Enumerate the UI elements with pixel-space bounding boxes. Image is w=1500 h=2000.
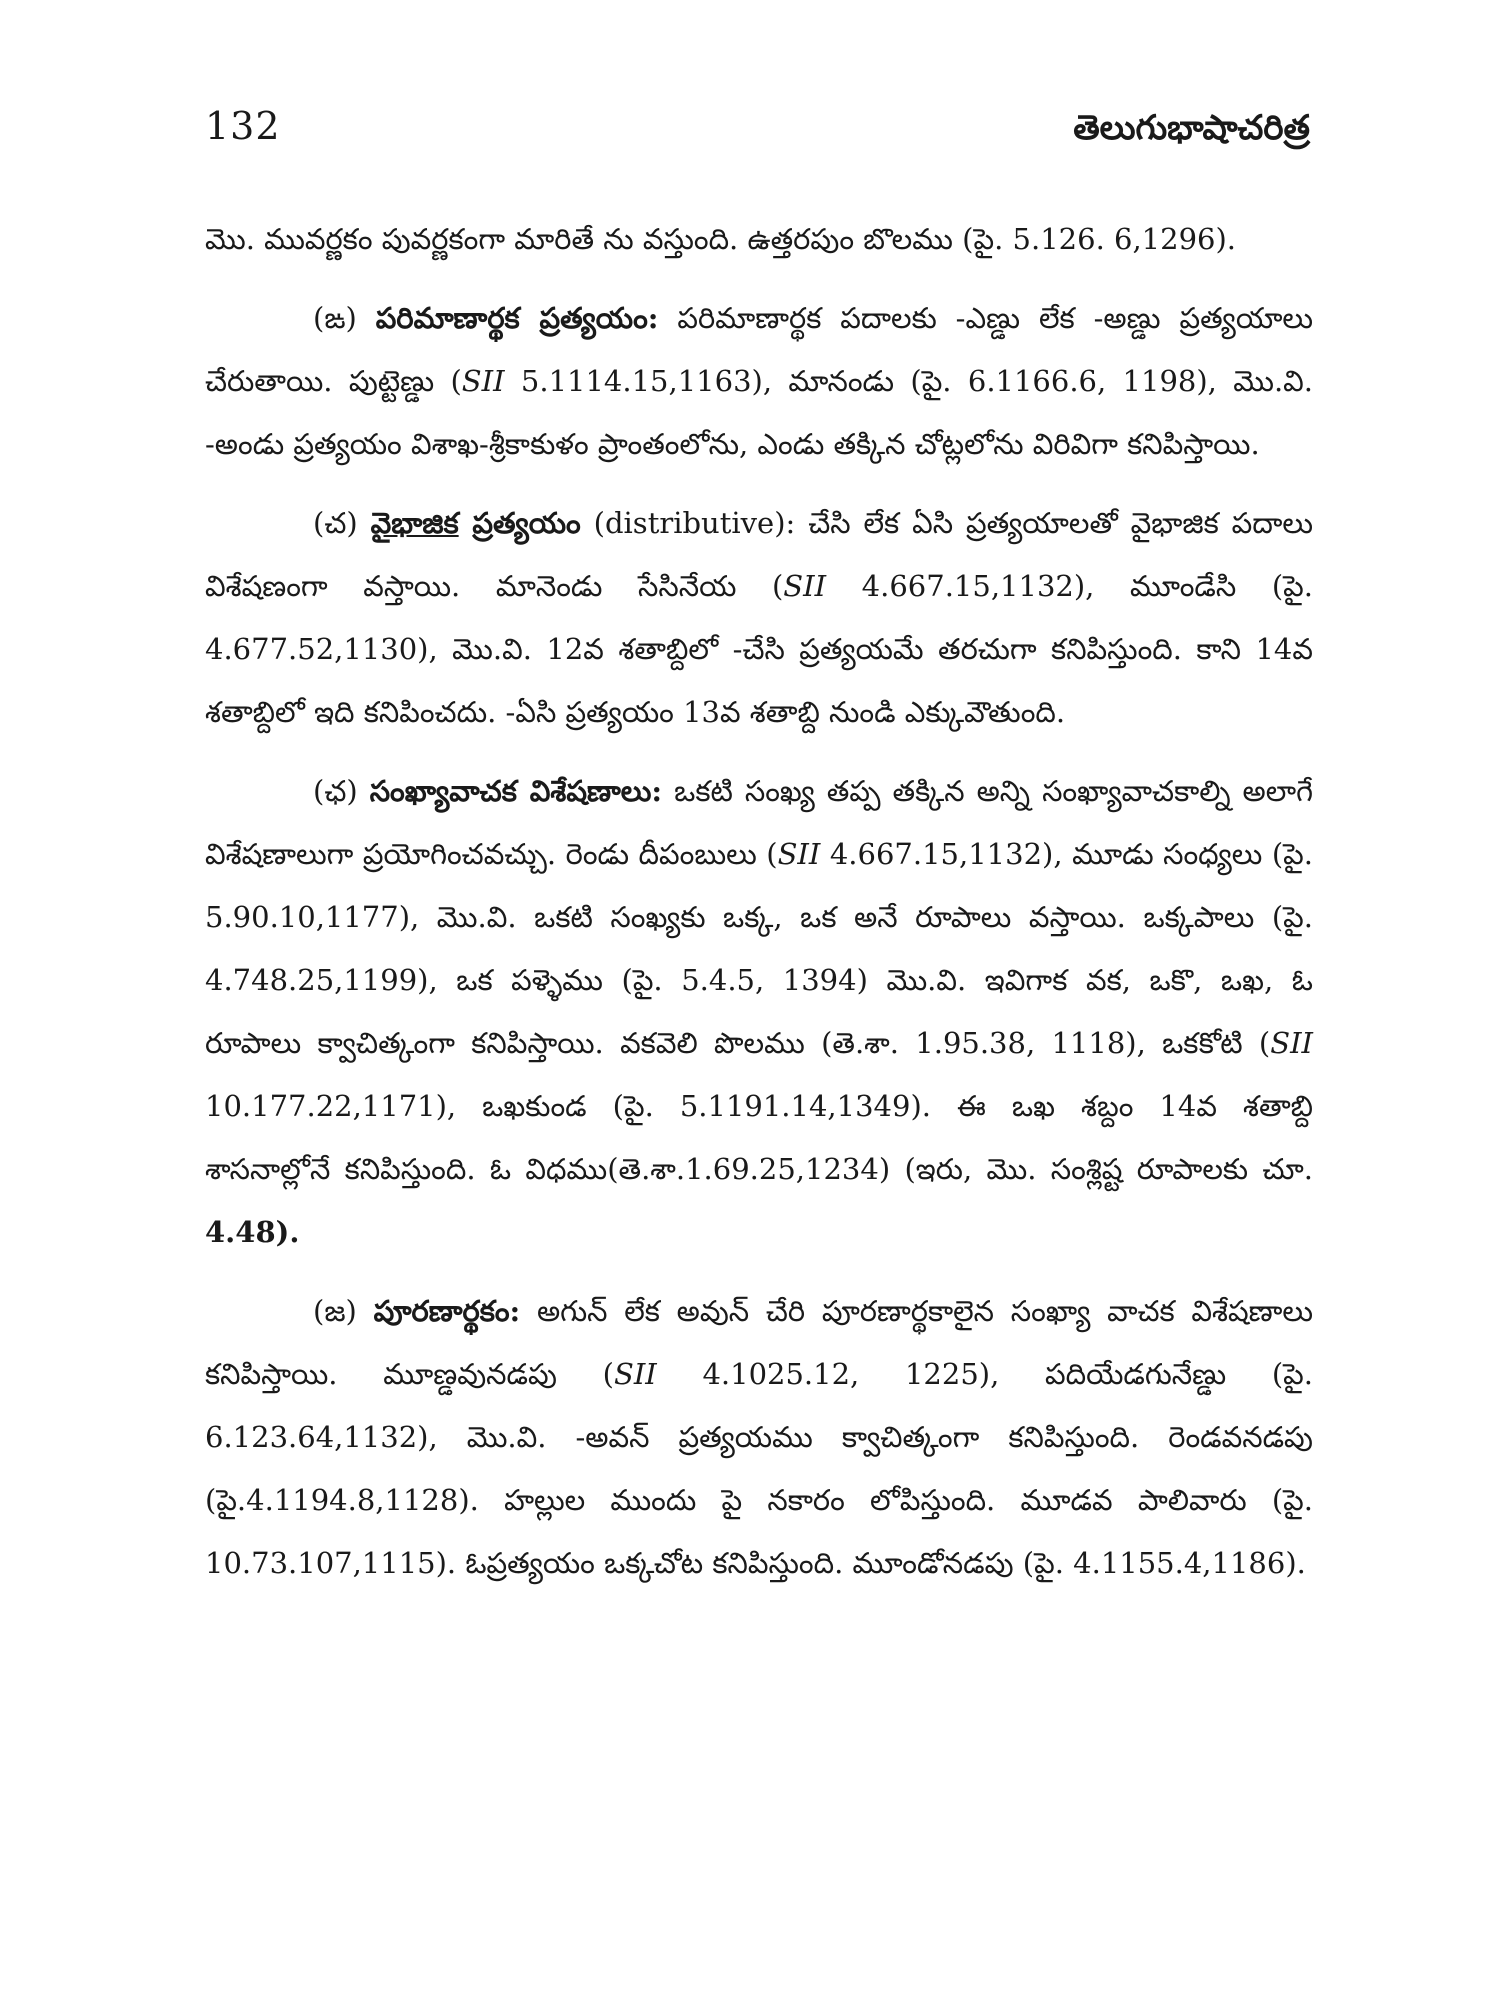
section-sankhyavachaka: (ఛ) సంఖ్యావాచక విశేషణాలు: ఒకటి సంఖ్య తప్ప తక్కిన అన్ని సంఖ్యావాచకాల్ని అలాగే విశేషణాలుగా ప్రయోగించవచ్చు. రెండు దీపంబులు (SII 4.667.15,1132), మూడు సంధ్యలు (పై. 5.90.10,1177), మొ.వి. ఒకటి సంఖ్యకు ఒక్క, ఒక అనే రూపాలు వస్తాయి. ఒక్కపాలు (పై. 4.748.25,1199), ఒక పళ్ళెము (పై. 5.4.5, 1394) మొ.వి. ఇవిగాక వక, ఒకొ, ఒఖ, ఓ రూపాలు క్వాచిత్కంగా కనిపిస్తాయి. వకవెలి పొలము (తె.శా. 1.95.38, 1118), ఒకకోటి (SII 10.177.22,1171), ఒఖకుండ (పై. 5.1191.14,1349). ఈ ఒఖ శబ్దం 14వ శతాబ్ది శాసనాల్లోనే కనిపిస్తుంది. ఓ విధము(తె.శా.1.69.25,1234) (ఇరు, మొ. సంశ్లిష్ట రూపాలకు చూ. 4.48). [205, 774, 1314, 1249]
sii-abbrev: SII [613, 1357, 657, 1391]
section-parimanarthaka: (ఙ) పరిమాణార్థక ప్రత్యయం: పరిమాణార్థక పదాలకు -ఎణ్డు లేక -అణ్డు ప్రత్యయాలు చేరుతాయి. పుట్టెణ్డు (SII 5.1114.15,1163), మానండు (పై. 6.1166.6, 1198), మొ.వి. -అండు ప్రత్యయం విశాఖ-శ్రీకాకుళం ప్రాంతంలోను, ఎండు తక్కిన చోట్లలోను విరివిగా కనిపిస్తాయి. [205, 301, 1314, 461]
body-text [205, 208, 1313, 1595]
sii-abbrev: SII [1270, 1026, 1313, 1060]
sii-abbrev: SII [777, 837, 821, 871]
cross-reference: 4.48). [205, 1215, 300, 1249]
section-heading: పూరణార్థకం: [373, 1294, 521, 1328]
page-header [205, 104, 1310, 164]
section-marker: (జ) [313, 1294, 357, 1328]
section-puranarthakam: (జ) పూరణార్థకం: అగున్ లేక అవున్ చేరి పూరణార్థకాలైన సంఖ్యా వాచక విశేషణాలు కనిపిస్తాయి. మూణ్డవునడపు (SII 4.1025.12, 1225), పదియేడగునేణ్డు (పై. 6.123.64,1132), మొ.వి. -అవన్ ప్రత్యయము క్వాచిత్కంగా కనిపిస్తుంది. రెండవనడపు (పై.4.1194.8,1128). హల్లుల ముందు పై నకారం లోపిస్తుంది. మూడవ పాలివారు (పై. 10.73.107,1115). ఓప్రత్యయం ఒక్కచోట కనిపిస్తుంది. మూండోనడపు (పై. 4.1155.4,1186). [205, 1294, 1314, 1580]
section-heading: పరిమాణార్థక ప్రత్యయం: [375, 301, 659, 335]
section-marker: (ఛ) [313, 774, 358, 808]
section-heading: సంఖ్యావాచక విశేషణాలు: [369, 774, 663, 808]
section-marker: (ఙ) [313, 301, 357, 335]
continuation-paragraph: మొ. మువర్ణకం పువర్ణకంగా మారితే ను వస్తుంది. ఉత్తరపుం బొలము (పై. 5.126. 6,1296). [205, 222, 1237, 256]
section-heading: వైభాజిక ప్రత్యయం [370, 506, 581, 540]
sii-abbrev: SII [783, 569, 827, 603]
section-marker: (చ) [313, 506, 358, 540]
page-number: 132 [205, 104, 281, 148]
sii-abbrev: SII [461, 364, 505, 398]
running-title: తెలుగుభాషాచరిత్ర [1073, 108, 1310, 148]
section-vaibhajika: (చ) వైభాజిక ప్రత్యయం (distributive): చేసి లేక ఏసి ప్రత్యయాలతో వైభాజిక పదాలు విశేషణంగా వస్తాయి. మానెండు సేసినేయ (SII 4.667.15,1132), మూండేసి (పై. 4.677.52,1130), మొ.వి. 12వ శతాబ్దిలో -చేసి ప్రత్యయమే తరచుగా కనిపిస్తుంది. కాని 14వ శతాబ్దిలో ఇది కనిపించదు. -ఏసి ప్రత్యయం 13వ శతాబ్ది నుండి ఎక్కువౌతుంది. [205, 506, 1314, 729]
